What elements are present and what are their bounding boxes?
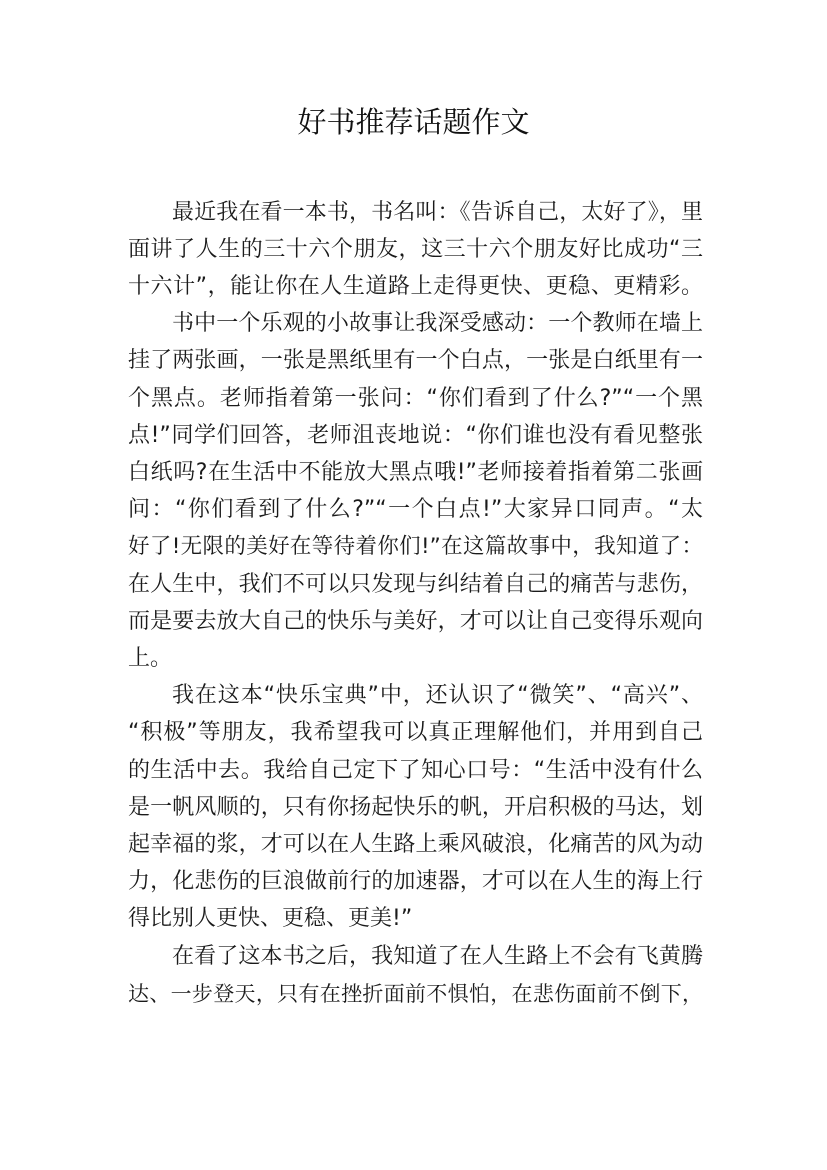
- paragraph-line: 在看了这本书之后，我知道了在人生路上不会有飞黄腾: [172, 944, 703, 969]
- paragraph-line: 力，化悲伤的巨浪做前行的加速器，才可以在人生的海上行: [128, 869, 703, 894]
- paragraph-line: 是一帆风顺的，只有你扬起快乐的帆，开启积极的马达，划: [128, 795, 703, 820]
- paragraph-line: 个黑点。老师指着第一张问：“你们看到了什么?”“一个黑: [128, 386, 703, 411]
- paragraph-line: 的生活中去。我给自己定下了知心口号：“生活中没有什么: [128, 758, 703, 783]
- paragraph-line: 得比别人更快、更稳、更美!”: [128, 906, 413, 931]
- paragraph-line: 书中一个乐观的小故事让我深受感动：一个教师在墙上: [172, 311, 703, 336]
- paragraph-line: 在人生中，我们不可以只发现与纠结着自己的痛苦与悲伤，: [128, 572, 703, 597]
- paragraph-line: 面讲了人生的三十六个朋友，这三十六个朋友好比成功“三: [128, 237, 703, 262]
- paragraph-line: 达、一步登天，只有在挫折面前不惧怕，在悲伤面前不倒下，: [128, 982, 703, 1006]
- paragraph-line: 挂了两张画，一张是黑纸里有一个白点，一张是白纸里有一: [128, 348, 703, 373]
- paragraph-line: 问：“你们看到了什么?”“一个白点!”大家异口同声。“太: [128, 497, 703, 522]
- paragraph-line: 起幸福的浆，才可以在人生路上乘风破浪，化痛苦的风为动: [128, 832, 703, 857]
- paragraph-line: 最近我在看一本书，书名叫：《告诉自己，太好了》，里: [172, 200, 703, 225]
- paragraph-line: 十六计”，能让你在人生道路上走得更快、更稳、更精彩。: [128, 274, 703, 299]
- paragraph-line: “积极”等朋友，我希望我可以真正理解他们，并用到自己: [128, 720, 703, 745]
- paragraph-line: 而是要去放大自己的快乐与美好，才可以让自己变得乐观向: [128, 609, 703, 634]
- document-title: 好书推荐话题作文: [297, 105, 530, 139]
- paragraph-line: 好了!无限的美好在等待着你们!”在这篇故事中，我知道了：: [128, 534, 703, 559]
- paragraph-line: 点!”同学们回答，老师沮丧地说：“你们谁也没有看见整张: [128, 423, 703, 448]
- paragraph-line: 我在这本“快乐宝典”中，还认识了“微笑”、“高兴”、: [172, 683, 703, 708]
- paragraph-line: 上。: [128, 646, 173, 671]
- paragraph-line: 白纸吗?在生活中不能放大黑点哦!”老师接着指着第二张画: [128, 460, 703, 485]
